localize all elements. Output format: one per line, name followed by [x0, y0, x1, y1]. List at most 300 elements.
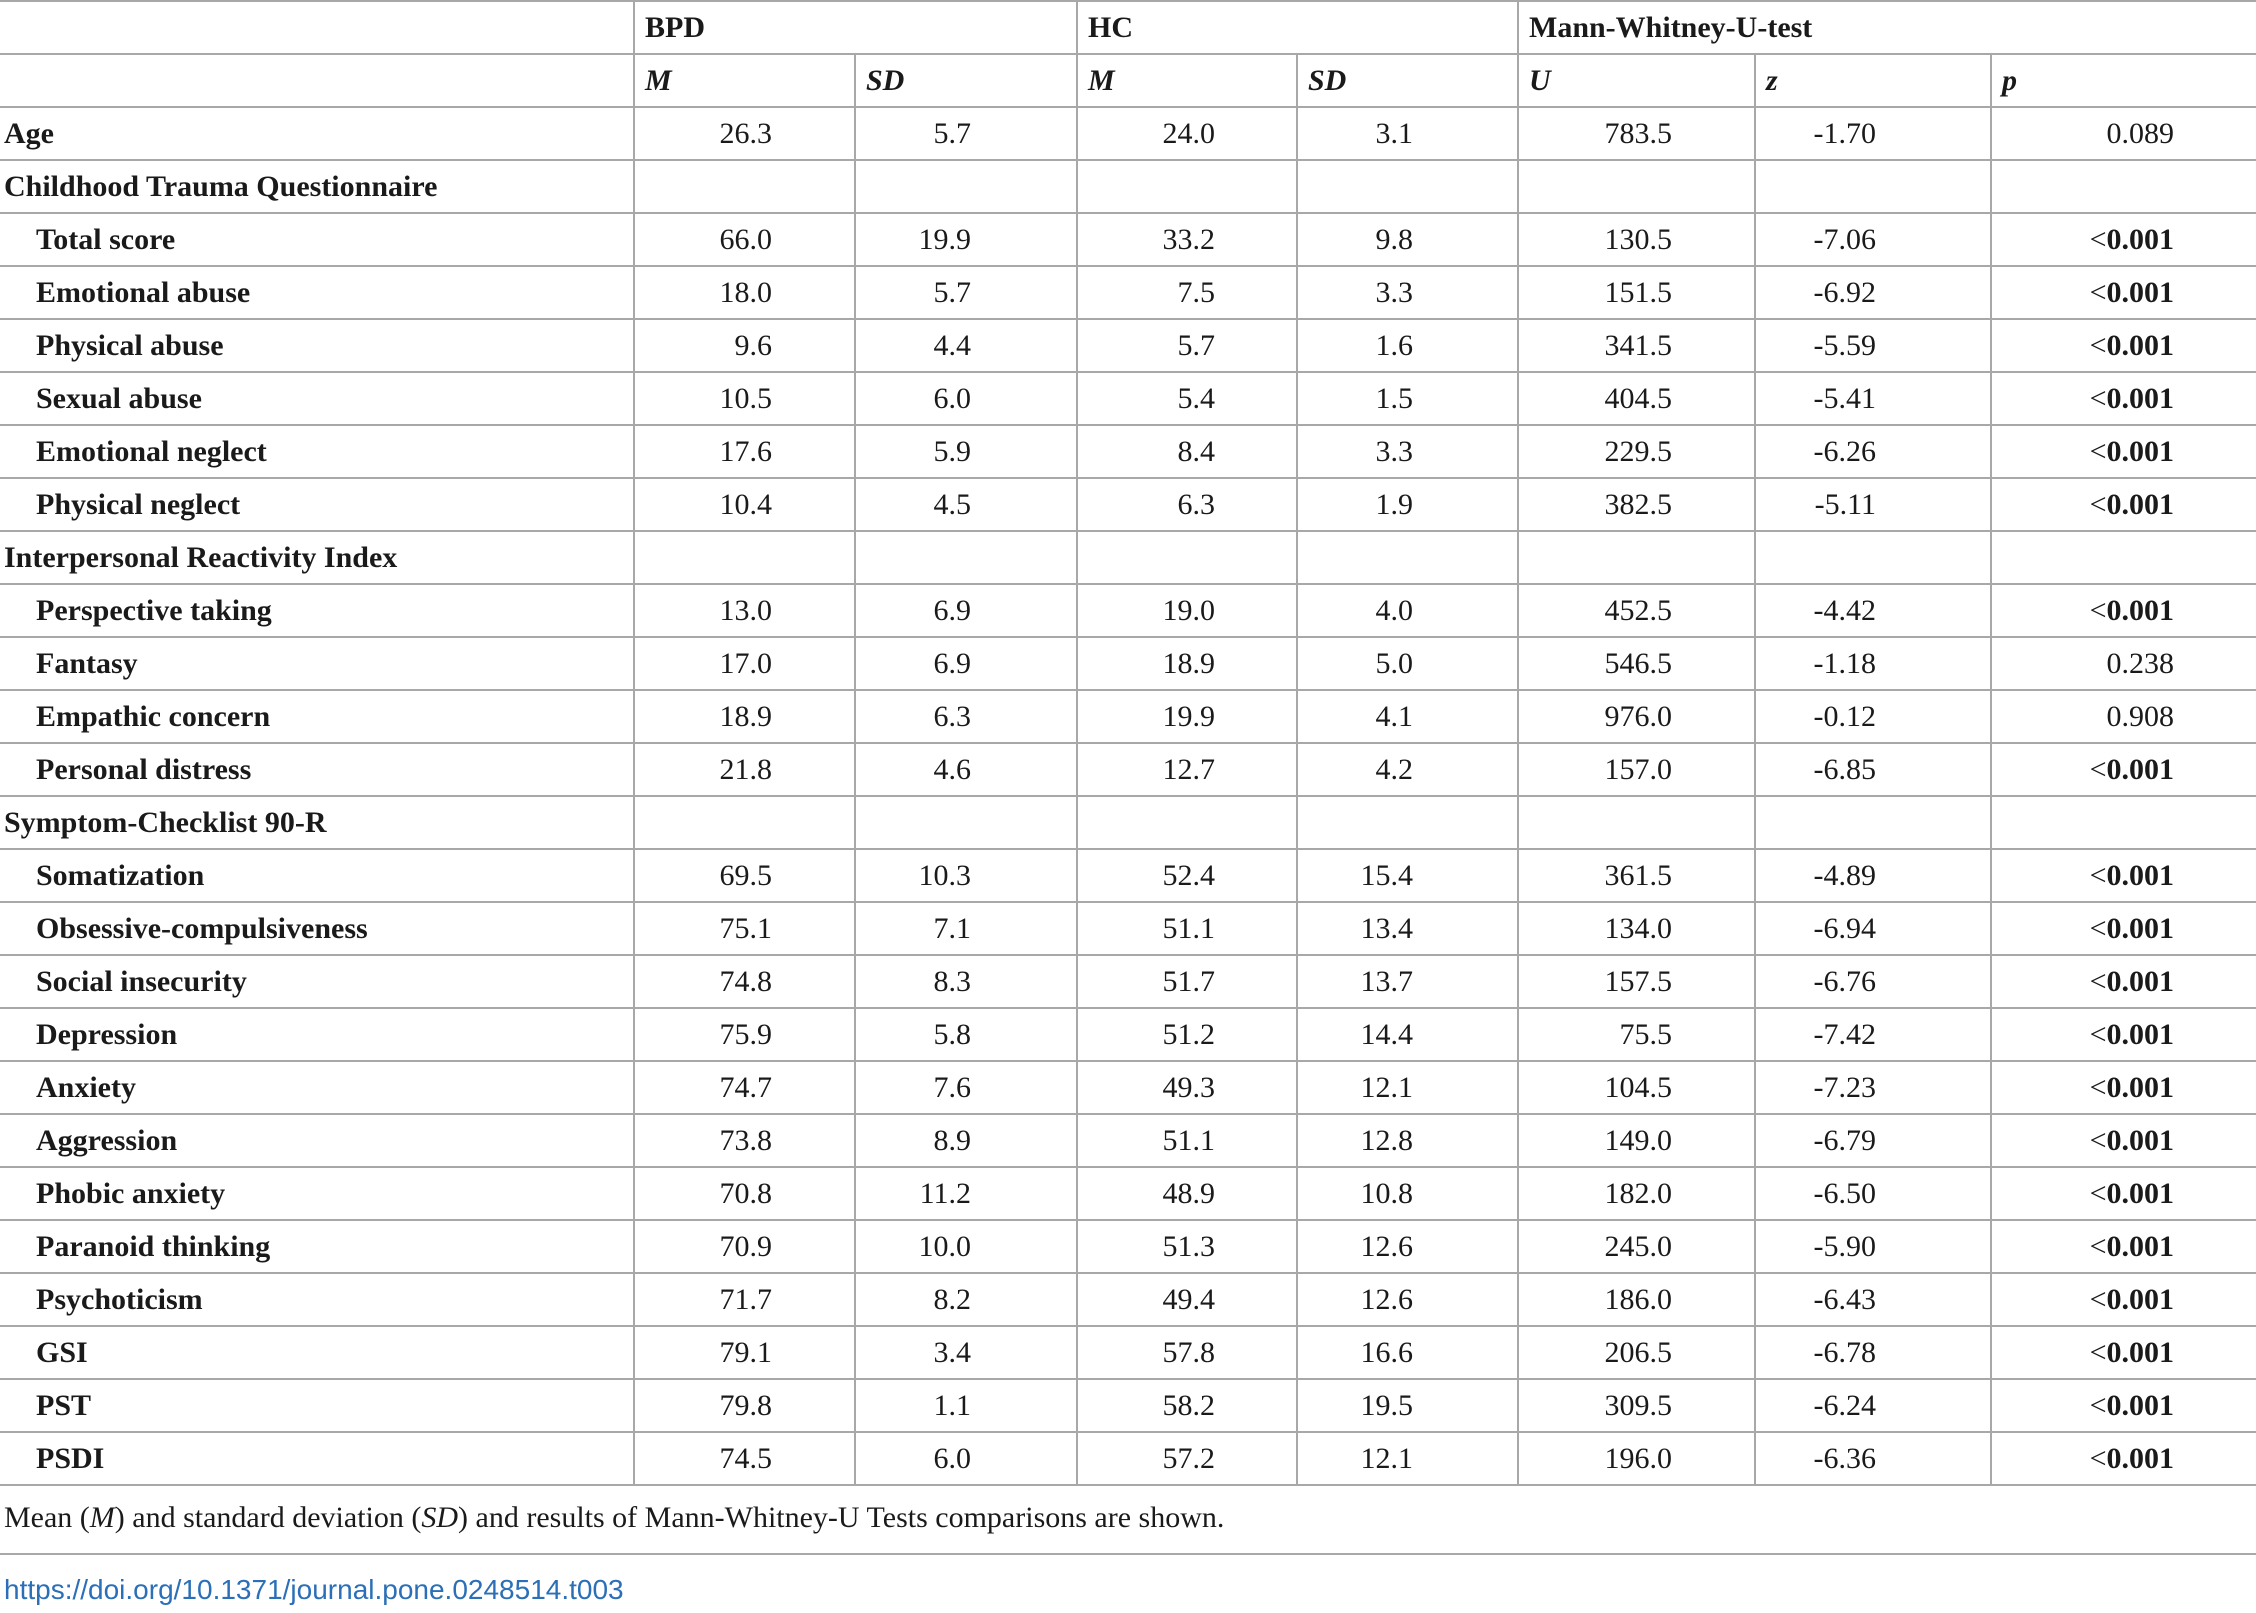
row-label: Total score: [0, 213, 634, 266]
value-cell: 74.5: [634, 1432, 855, 1485]
row-label: Perspective taking: [0, 584, 634, 637]
p-value: <0.001: [2089, 1070, 2175, 1104]
p-value-cell: [1991, 690, 2256, 743]
value-cell: -6.26: [1755, 425, 1991, 478]
value-cell: 5.7: [1077, 319, 1297, 372]
less-than-sign: <: [2089, 381, 2107, 415]
p-value-cell: [1991, 1061, 2256, 1114]
table-row: [0, 743, 2256, 796]
value-cell: 1.6: [1297, 319, 1518, 372]
row-label: Sexual abuse: [0, 372, 634, 425]
table-row: [0, 1220, 2256, 1273]
empty-cell: [1518, 531, 1755, 584]
less-than-sign: <: [2089, 964, 2107, 998]
footnote-part: SD: [421, 1501, 459, 1534]
value-cell: 3.3: [1297, 266, 1518, 319]
value-cell: 12.6: [1297, 1273, 1518, 1326]
value-cell: 18.9: [1077, 637, 1297, 690]
value-cell: 4.2: [1297, 743, 1518, 796]
empty-cell: [634, 796, 855, 849]
p-value: <0.001: [2089, 911, 2175, 945]
less-than-sign: <: [2089, 1123, 2107, 1157]
p-value-cell: [1991, 1167, 2256, 1220]
value-cell: 8.4: [1077, 425, 1297, 478]
empty-header-cell: [0, 1, 634, 54]
value-cell: 5.8: [855, 1008, 1077, 1061]
footnote-part: ) and results of Mann-Whitney-U Tests comparisons are shown.: [458, 1501, 1225, 1534]
row-label: Aggression: [0, 1114, 634, 1167]
table-row: [0, 1273, 2256, 1326]
value-cell: -1.70: [1755, 107, 1991, 160]
row-label: Personal distress: [0, 743, 634, 796]
value-cell: -7.23: [1755, 1061, 1991, 1114]
p-value: <0.001: [2089, 1229, 2175, 1263]
table-body: [0, 107, 2256, 1485]
value-cell: 11.2: [855, 1167, 1077, 1220]
row-label: GSI: [0, 1326, 634, 1379]
p-value-cell: [1991, 319, 2256, 372]
less-than-sign: <: [2089, 1229, 2107, 1263]
value-cell: 104.5: [1518, 1061, 1755, 1114]
value-cell: 18.9: [634, 690, 855, 743]
value-cell: 49.3: [1077, 1061, 1297, 1114]
value-cell: 5.4: [1077, 372, 1297, 425]
value-cell: 69.5: [634, 849, 855, 902]
section-row: [0, 531, 2256, 584]
p-value: <0.001: [2089, 1176, 2175, 1210]
section-row: [0, 796, 2256, 849]
value-cell: -6.85: [1755, 743, 1991, 796]
empty-cell: [634, 531, 855, 584]
empty-cell: [1755, 160, 1991, 213]
p-value: <0.001: [2089, 593, 2175, 627]
less-than-sign: <: [2089, 1282, 2107, 1316]
less-than-sign: <: [2089, 752, 2107, 786]
value-cell: 74.7: [634, 1061, 855, 1114]
table-row: [0, 107, 2256, 160]
value-cell: 73.8: [634, 1114, 855, 1167]
value-cell: 5.0: [1297, 637, 1518, 690]
value-cell: 33.2: [1077, 213, 1297, 266]
empty-cell: [1755, 796, 1991, 849]
value-cell: 4.6: [855, 743, 1077, 796]
value-cell: 245.0: [1518, 1220, 1755, 1273]
value-cell: 1.1: [855, 1379, 1077, 1432]
p-value-cell: [1991, 107, 2256, 160]
value-cell: 52.4: [1077, 849, 1297, 902]
section-label: Childhood Trauma Questionnaire: [0, 160, 634, 213]
less-than-sign: <: [2089, 1441, 2107, 1475]
empty-cell: [1991, 160, 2256, 213]
empty-cell: [855, 160, 1077, 213]
less-than-sign: <: [2089, 1070, 2107, 1104]
value-cell: 976.0: [1518, 690, 1755, 743]
value-cell: 157.0: [1518, 743, 1755, 796]
p-value: <0.001: [2089, 964, 2175, 998]
p-value: <0.001: [2089, 381, 2175, 415]
p-value-cell: [1991, 1326, 2256, 1379]
value-cell: -6.94: [1755, 902, 1991, 955]
value-cell: -5.41: [1755, 372, 1991, 425]
value-cell: -4.89: [1755, 849, 1991, 902]
p-value-cell: [1991, 1008, 2256, 1061]
row-label: Emotional neglect: [0, 425, 634, 478]
value-cell: 15.4: [1297, 849, 1518, 902]
empty-cell: [855, 531, 1077, 584]
p-value: <0.001: [2089, 487, 2175, 521]
row-label: PST: [0, 1379, 634, 1432]
value-cell: 9.8: [1297, 213, 1518, 266]
table-row: [0, 319, 2256, 372]
value-cell: 16.6: [1297, 1326, 1518, 1379]
value-cell: 58.2: [1077, 1379, 1297, 1432]
table-row: [0, 1432, 2256, 1485]
value-cell: 10.8: [1297, 1167, 1518, 1220]
value-cell: 19.0: [1077, 584, 1297, 637]
value-cell: 5.7: [855, 266, 1077, 319]
table-row: [0, 902, 2256, 955]
p-value: <0.001: [2089, 1388, 2175, 1422]
value-cell: 12.8: [1297, 1114, 1518, 1167]
table-row: [0, 1008, 2256, 1061]
value-cell: 17.0: [634, 637, 855, 690]
value-cell: 130.5: [1518, 213, 1755, 266]
row-label: Obsessive-compulsiveness: [0, 902, 634, 955]
p-value-cell: [1991, 1220, 2256, 1273]
subheader-cell: SD: [855, 54, 1077, 107]
value-cell: 361.5: [1518, 849, 1755, 902]
value-cell: 57.2: [1077, 1432, 1297, 1485]
value-cell: 149.0: [1518, 1114, 1755, 1167]
table-row: [0, 213, 2256, 266]
row-label: Social insecurity: [0, 955, 634, 1008]
p-value: <0.001: [2089, 1335, 2175, 1369]
less-than-sign: <: [2089, 328, 2107, 362]
value-cell: 382.5: [1518, 478, 1755, 531]
value-cell: 206.5: [1518, 1326, 1755, 1379]
less-than-sign: <: [2089, 275, 2107, 309]
p-value: <0.001: [2089, 752, 2175, 786]
less-than-sign: <: [2089, 222, 2107, 256]
subheader-cell: U: [1518, 54, 1755, 107]
value-cell: 51.2: [1077, 1008, 1297, 1061]
row-label: Empathic concern: [0, 690, 634, 743]
row-label: Psychoticism: [0, 1273, 634, 1326]
value-cell: 10.5: [634, 372, 855, 425]
p-value: <0.001: [2089, 1441, 2175, 1475]
p-value: <0.001: [2089, 434, 2175, 468]
empty-cell: [1077, 160, 1297, 213]
less-than-sign: <: [2089, 1176, 2107, 1210]
row-label: Emotional abuse: [0, 266, 634, 319]
p-value: <0.001: [2089, 1282, 2175, 1316]
value-cell: 6.0: [855, 372, 1077, 425]
empty-cell: [1518, 796, 1755, 849]
value-cell: 4.0: [1297, 584, 1518, 637]
value-cell: 546.5: [1518, 637, 1755, 690]
p-value-cell: [1991, 743, 2256, 796]
subheader-cell: M: [634, 54, 855, 107]
value-cell: 48.9: [1077, 1167, 1297, 1220]
less-than-sign: <: [2089, 858, 2107, 892]
value-cell: -6.24: [1755, 1379, 1991, 1432]
value-cell: 18.0: [634, 266, 855, 319]
value-cell: -6.92: [1755, 266, 1991, 319]
value-cell: 3.4: [855, 1326, 1077, 1379]
value-cell: 6.3: [855, 690, 1077, 743]
row-label: PSDI: [0, 1432, 634, 1485]
footnote-part: ) and standard deviation (: [114, 1501, 422, 1534]
value-cell: 8.3: [855, 955, 1077, 1008]
table-row: [0, 1061, 2256, 1114]
empty-cell: [1755, 531, 1991, 584]
less-than-sign: <: [2089, 911, 2107, 945]
section-label: Interpersonal Reactivity Index: [0, 531, 634, 584]
p-value-cell: [1991, 1273, 2256, 1326]
subheader-cell: SD: [1297, 54, 1518, 107]
value-cell: 13.7: [1297, 955, 1518, 1008]
less-than-sign: <: [2089, 1017, 2107, 1051]
empty-cell: [1297, 160, 1518, 213]
value-cell: 3.3: [1297, 425, 1518, 478]
value-cell: 3.1: [1297, 107, 1518, 160]
value-cell: -5.11: [1755, 478, 1991, 531]
value-cell: -0.12: [1755, 690, 1991, 743]
value-cell: 7.1: [855, 902, 1077, 955]
value-cell: 17.6: [634, 425, 855, 478]
table-row: [0, 266, 2256, 319]
value-cell: 452.5: [1518, 584, 1755, 637]
table-row: [0, 1326, 2256, 1379]
p-value-cell: [1991, 637, 2256, 690]
value-cell: 4.4: [855, 319, 1077, 372]
footnote-part: Mean (: [4, 1501, 90, 1534]
value-cell: -6.79: [1755, 1114, 1991, 1167]
value-cell: 10.0: [855, 1220, 1077, 1273]
value-cell: 10.3: [855, 849, 1077, 902]
value-cell: 6.0: [855, 1432, 1077, 1485]
value-cell: 5.7: [855, 107, 1077, 160]
value-cell: 7.5: [1077, 266, 1297, 319]
p-value-cell: [1991, 1379, 2256, 1432]
p-value-cell: [1991, 478, 2256, 531]
value-cell: 157.5: [1518, 955, 1755, 1008]
less-than-sign: <: [2089, 593, 2107, 627]
value-cell: 134.0: [1518, 902, 1755, 955]
table-row: [0, 425, 2256, 478]
value-cell: 75.5: [1518, 1008, 1755, 1061]
row-label: Physical neglect: [0, 478, 634, 531]
value-cell: 51.1: [1077, 902, 1297, 955]
value-cell: -6.36: [1755, 1432, 1991, 1485]
less-than-sign: <: [2089, 1388, 2107, 1422]
row-label: Age: [0, 107, 634, 160]
value-cell: -5.90: [1755, 1220, 1991, 1273]
value-cell: 9.6: [634, 319, 855, 372]
p-value-cell: [1991, 955, 2256, 1008]
row-label: Anxiety: [0, 1061, 634, 1114]
p-value: <0.001: [2089, 328, 2175, 362]
value-cell: 10.4: [634, 478, 855, 531]
p-value-cell: [1991, 1114, 2256, 1167]
less-than-sign: <: [2089, 1335, 2107, 1369]
doi-link[interactable]: https://doi.org/10.1371/journal.pone.0248514.t003: [4, 1574, 624, 1605]
value-cell: 783.5: [1518, 107, 1755, 160]
p-value-cell: [1991, 372, 2256, 425]
value-cell: 26.3: [634, 107, 855, 160]
value-cell: 1.9: [1297, 478, 1518, 531]
subheader-cell: p: [1991, 54, 2256, 107]
empty-cell: [1077, 531, 1297, 584]
value-cell: -7.06: [1755, 213, 1991, 266]
value-cell: 51.1: [1077, 1114, 1297, 1167]
value-cell: 12.1: [1297, 1061, 1518, 1114]
value-cell: 13.4: [1297, 902, 1518, 955]
table-row: [0, 1114, 2256, 1167]
value-cell: 70.8: [634, 1167, 855, 1220]
value-cell: -4.42: [1755, 584, 1991, 637]
value-cell: -6.76: [1755, 955, 1991, 1008]
value-cell: 7.6: [855, 1061, 1077, 1114]
value-cell: 19.9: [855, 213, 1077, 266]
group-header-bpd: BPD: [634, 1, 1077, 54]
value-cell: 24.0: [1077, 107, 1297, 160]
value-cell: 151.5: [1518, 266, 1755, 319]
table-row: [0, 372, 2256, 425]
p-value-cell: [1991, 266, 2256, 319]
empty-cell: [1991, 796, 2256, 849]
value-cell: 51.7: [1077, 955, 1297, 1008]
value-cell: 49.4: [1077, 1273, 1297, 1326]
value-cell: 6.9: [855, 584, 1077, 637]
value-cell: 12.7: [1077, 743, 1297, 796]
p-value: <0.001: [2089, 1123, 2175, 1157]
footer-divider: [0, 1553, 2256, 1555]
p-value: <0.001: [2089, 275, 2175, 309]
less-than-sign: <: [2089, 487, 2107, 521]
empty-cell: [1077, 796, 1297, 849]
table-row: [0, 955, 2256, 1008]
value-cell: 1.5: [1297, 372, 1518, 425]
row-label: Paranoid thinking: [0, 1220, 634, 1273]
row-label: Depression: [0, 1008, 634, 1061]
empty-cell: [1518, 160, 1755, 213]
table-row: [0, 849, 2256, 902]
empty-cell: [1297, 531, 1518, 584]
table-row: [0, 1379, 2256, 1432]
p-value-cell: [1991, 213, 2256, 266]
value-cell: -6.78: [1755, 1326, 1991, 1379]
p-value-cell: [1991, 1432, 2256, 1485]
section-label: Symptom-Checklist 90-R: [0, 796, 634, 849]
subheader-cell: M: [1077, 54, 1297, 107]
value-cell: 196.0: [1518, 1432, 1755, 1485]
value-cell: 12.6: [1297, 1220, 1518, 1273]
value-cell: -5.59: [1755, 319, 1991, 372]
section-row: [0, 160, 2256, 213]
empty-cell: [855, 796, 1077, 849]
empty-cell: [1991, 531, 2256, 584]
value-cell: 19.9: [1077, 690, 1297, 743]
empty-cell: [1297, 796, 1518, 849]
value-cell: -6.50: [1755, 1167, 1991, 1220]
table-row: [0, 478, 2256, 531]
group-header-hc: HC: [1077, 1, 1518, 54]
empty-cell: [634, 160, 855, 213]
table-row: [0, 690, 2256, 743]
value-cell: 74.8: [634, 955, 855, 1008]
value-cell: 8.9: [855, 1114, 1077, 1167]
value-cell: 75.9: [634, 1008, 855, 1061]
row-label: Phobic anxiety: [0, 1167, 634, 1220]
p-value: <0.001: [2089, 1017, 2175, 1051]
table-row: [0, 1167, 2256, 1220]
value-cell: 5.9: [855, 425, 1077, 478]
less-than-sign: <: [2089, 434, 2107, 468]
value-cell: -6.43: [1755, 1273, 1991, 1326]
table-row: [0, 637, 2256, 690]
value-cell: 6.9: [855, 637, 1077, 690]
value-cell: -1.18: [1755, 637, 1991, 690]
p-value: 0.908: [2106, 699, 2175, 733]
value-cell: 51.3: [1077, 1220, 1297, 1273]
value-cell: 66.0: [634, 213, 855, 266]
row-label: Physical abuse: [0, 319, 634, 372]
value-cell: 71.7: [634, 1273, 855, 1326]
p-value: <0.001: [2089, 222, 2175, 256]
table-row: [0, 584, 2256, 637]
value-cell: 404.5: [1518, 372, 1755, 425]
p-value-cell: [1991, 425, 2256, 478]
p-value-cell: [1991, 849, 2256, 902]
subheader-cell: z: [1755, 54, 1991, 107]
value-cell: 4.5: [855, 478, 1077, 531]
value-cell: 13.0: [634, 584, 855, 637]
value-cell: 6.3: [1077, 478, 1297, 531]
value-cell: 19.5: [1297, 1379, 1518, 1432]
footnote-part: M: [89, 1501, 115, 1534]
empty-subheader-cell: [0, 54, 634, 107]
value-cell: 186.0: [1518, 1273, 1755, 1326]
value-cell: 75.1: [634, 902, 855, 955]
value-cell: 12.1: [1297, 1432, 1518, 1485]
value-cell: 8.2: [855, 1273, 1077, 1326]
p-value-cell: [1991, 584, 2256, 637]
value-cell: 341.5: [1518, 319, 1755, 372]
group-header-mann-whitney: Mann-Whitney-U-test: [1518, 1, 2256, 54]
value-cell: 79.1: [634, 1326, 855, 1379]
value-cell: 229.5: [1518, 425, 1755, 478]
value-cell: 14.4: [1297, 1008, 1518, 1061]
value-cell: 4.1: [1297, 690, 1518, 743]
p-value: <0.001: [2089, 858, 2175, 892]
p-value-cell: [1991, 902, 2256, 955]
table-footnote: [4, 1503, 1224, 1533]
group-header-row: [0, 1, 2256, 54]
row-label: Somatization: [0, 849, 634, 902]
row-label: Fantasy: [0, 637, 634, 690]
value-cell: -7.42: [1755, 1008, 1991, 1061]
value-cell: 21.8: [634, 743, 855, 796]
p-value: 0.238: [2106, 646, 2175, 680]
value-cell: 70.9: [634, 1220, 855, 1273]
subheader-row: [0, 54, 2256, 107]
value-cell: 309.5: [1518, 1379, 1755, 1432]
p-value: 0.089: [2106, 116, 2175, 150]
value-cell: 79.8: [634, 1379, 855, 1432]
value-cell: 57.8: [1077, 1326, 1297, 1379]
value-cell: 182.0: [1518, 1167, 1755, 1220]
